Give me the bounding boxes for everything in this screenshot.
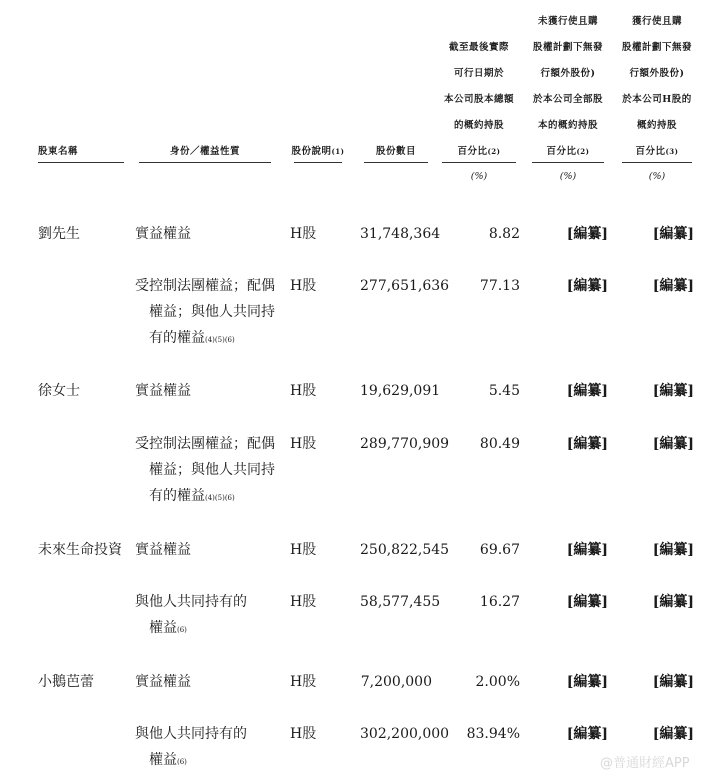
- capacity-text: 受控制法團權益；配偶: [135, 436, 275, 452]
- pct-h-redacted: [編纂]: [652, 542, 694, 558]
- share-count: 19,629,091: [360, 383, 441, 399]
- share-class: H股: [290, 383, 317, 399]
- holder-name: 劉先生: [38, 226, 80, 242]
- share-count: 58,577,455: [360, 594, 441, 610]
- share-count: 277,651,636: [360, 278, 450, 294]
- pct-latest: 5.45: [488, 383, 520, 399]
- share-class: H股: [290, 726, 317, 742]
- pct-redacted: [編纂]: [566, 726, 608, 742]
- header-rule: [139, 162, 271, 163]
- pct-redacted: [編纂]: [566, 226, 608, 242]
- footnote-ref: (4)(5)(6): [205, 494, 235, 502]
- header-pct-h-line: 概約持股: [636, 120, 677, 131]
- header-pct-h-line: 股權計劃下無發: [621, 42, 692, 53]
- pct-redacted: [編纂]: [566, 383, 608, 399]
- unit-label: (%): [559, 171, 577, 182]
- pct-h-redacted: [編纂]: [652, 383, 694, 399]
- share-class: H股: [290, 226, 317, 242]
- footnote-ref: (6): [177, 758, 187, 766]
- capacity-text: 有的權益(4)(5)(6): [149, 488, 235, 504]
- capacity-text: 權益；與他人共同持: [149, 304, 275, 320]
- pct-latest: 69.67: [479, 542, 520, 558]
- share-count: 289,770,909: [360, 436, 450, 452]
- capacity-text: 實益權益: [135, 674, 191, 690]
- pct-latest: 8.82: [488, 226, 520, 242]
- pct-latest: 83.94%: [466, 726, 520, 742]
- unit-label: (%): [648, 171, 666, 182]
- header-share-count: 股份數目: [375, 146, 416, 157]
- capacity-text: 與他人共同持有的: [135, 726, 247, 742]
- header-pct-no-option-line: 行額外股份): [540, 68, 596, 79]
- share-count: 7,200,000: [360, 674, 432, 690]
- capacity-text: 權益(6): [149, 752, 187, 768]
- pct-redacted: [編纂]: [566, 594, 608, 610]
- pct-redacted: [編纂]: [566, 436, 608, 452]
- capacity-text: 與他人共同持有的: [135, 594, 247, 610]
- holder-name: 徐女士: [38, 383, 80, 399]
- pct-latest: 80.49: [479, 436, 520, 452]
- share-count: 302,200,000: [360, 726, 450, 742]
- capacity-text: 權益；與他人共同持: [149, 462, 275, 478]
- pct-h-redacted: [編纂]: [652, 278, 694, 294]
- pct-h-redacted: [編纂]: [652, 226, 694, 242]
- capacity-text: 實益權益: [135, 226, 191, 242]
- header-pct-latest-line: 的概約持股: [453, 120, 504, 131]
- share-count: 250,822,545: [360, 542, 450, 558]
- pct-latest: 77.13: [479, 278, 520, 294]
- header-pct-latest-line: 截至最後實際: [448, 42, 509, 53]
- share-class: H股: [290, 674, 317, 690]
- share-class: H股: [290, 278, 317, 294]
- header-capacity: 身份／權益性質: [169, 146, 240, 157]
- share-count: 31,748,364: [360, 226, 441, 242]
- pct-h-redacted: [編纂]: [652, 674, 694, 690]
- header-pct-latest-line: 本公司股本總額: [443, 94, 514, 105]
- capacity-text: 實益權益: [135, 383, 191, 399]
- header-rule: [364, 162, 428, 163]
- header-pct-h-line: 百分比(3): [635, 146, 679, 157]
- header-rule: [532, 162, 604, 163]
- capacity-text: 受控制法團權益；配偶: [135, 278, 275, 294]
- header-rule: [442, 162, 516, 163]
- pct-redacted: [編纂]: [566, 542, 608, 558]
- header-pct-no-option-line: 股權計劃下無發: [532, 42, 603, 53]
- footnote-ref: (1): [331, 147, 345, 156]
- header-pct-no-option-line: 於本公司全部股: [532, 94, 603, 105]
- footnote-ref: (6): [177, 626, 187, 634]
- watermark: @普通財經APP: [600, 756, 690, 771]
- share-class: H股: [290, 436, 317, 452]
- header-pct-latest-line: 百分比(2): [457, 146, 501, 157]
- holder-name: 未來生命投資: [38, 542, 122, 558]
- holder-name: 小鵝芭蕾: [38, 674, 94, 690]
- pct-latest: 2.00%: [475, 674, 520, 690]
- header-pct-h-line: 獲行使且購: [631, 16, 682, 27]
- share-class: H股: [290, 542, 317, 558]
- capacity-text: 權益(6): [149, 620, 187, 636]
- header-pct-no-option-line: 百分比(2): [546, 146, 590, 157]
- pct-redacted: [編纂]: [566, 674, 608, 690]
- pct-h-redacted: [編纂]: [652, 726, 694, 742]
- header-pct-no-option-line: 未獲行使且購: [537, 16, 598, 27]
- pct-latest: 16.27: [479, 594, 520, 610]
- footnote-ref: (2): [487, 147, 501, 156]
- footnote-ref: (2): [576, 147, 590, 156]
- header-share-desc: 股份說明(1): [291, 146, 345, 157]
- header-pct-no-option-line: 本的概約持股: [537, 120, 598, 131]
- header-holder-name: 股東名稱: [38, 146, 79, 157]
- capacity-text: 實益權益: [135, 542, 191, 558]
- footnote-ref: (3): [665, 147, 679, 156]
- capacity-text: 有的權益(4)(5)(6): [149, 330, 235, 346]
- pct-h-redacted: [編纂]: [652, 594, 694, 610]
- header-pct-latest-line: 可行日期於: [453, 68, 504, 79]
- pct-h-redacted: [編纂]: [652, 436, 694, 452]
- header-rule: [38, 162, 124, 163]
- unit-label: (%): [470, 171, 488, 182]
- header-pct-h-line: 於本公司H股的: [622, 94, 692, 105]
- footnote-ref: (4)(5)(6): [205, 336, 235, 344]
- header-rule: [622, 162, 692, 163]
- header-rule: [294, 162, 342, 163]
- pct-redacted: [編纂]: [566, 278, 608, 294]
- header-pct-h-line: 行額外股份): [629, 68, 685, 79]
- share-class: H股: [290, 594, 317, 610]
